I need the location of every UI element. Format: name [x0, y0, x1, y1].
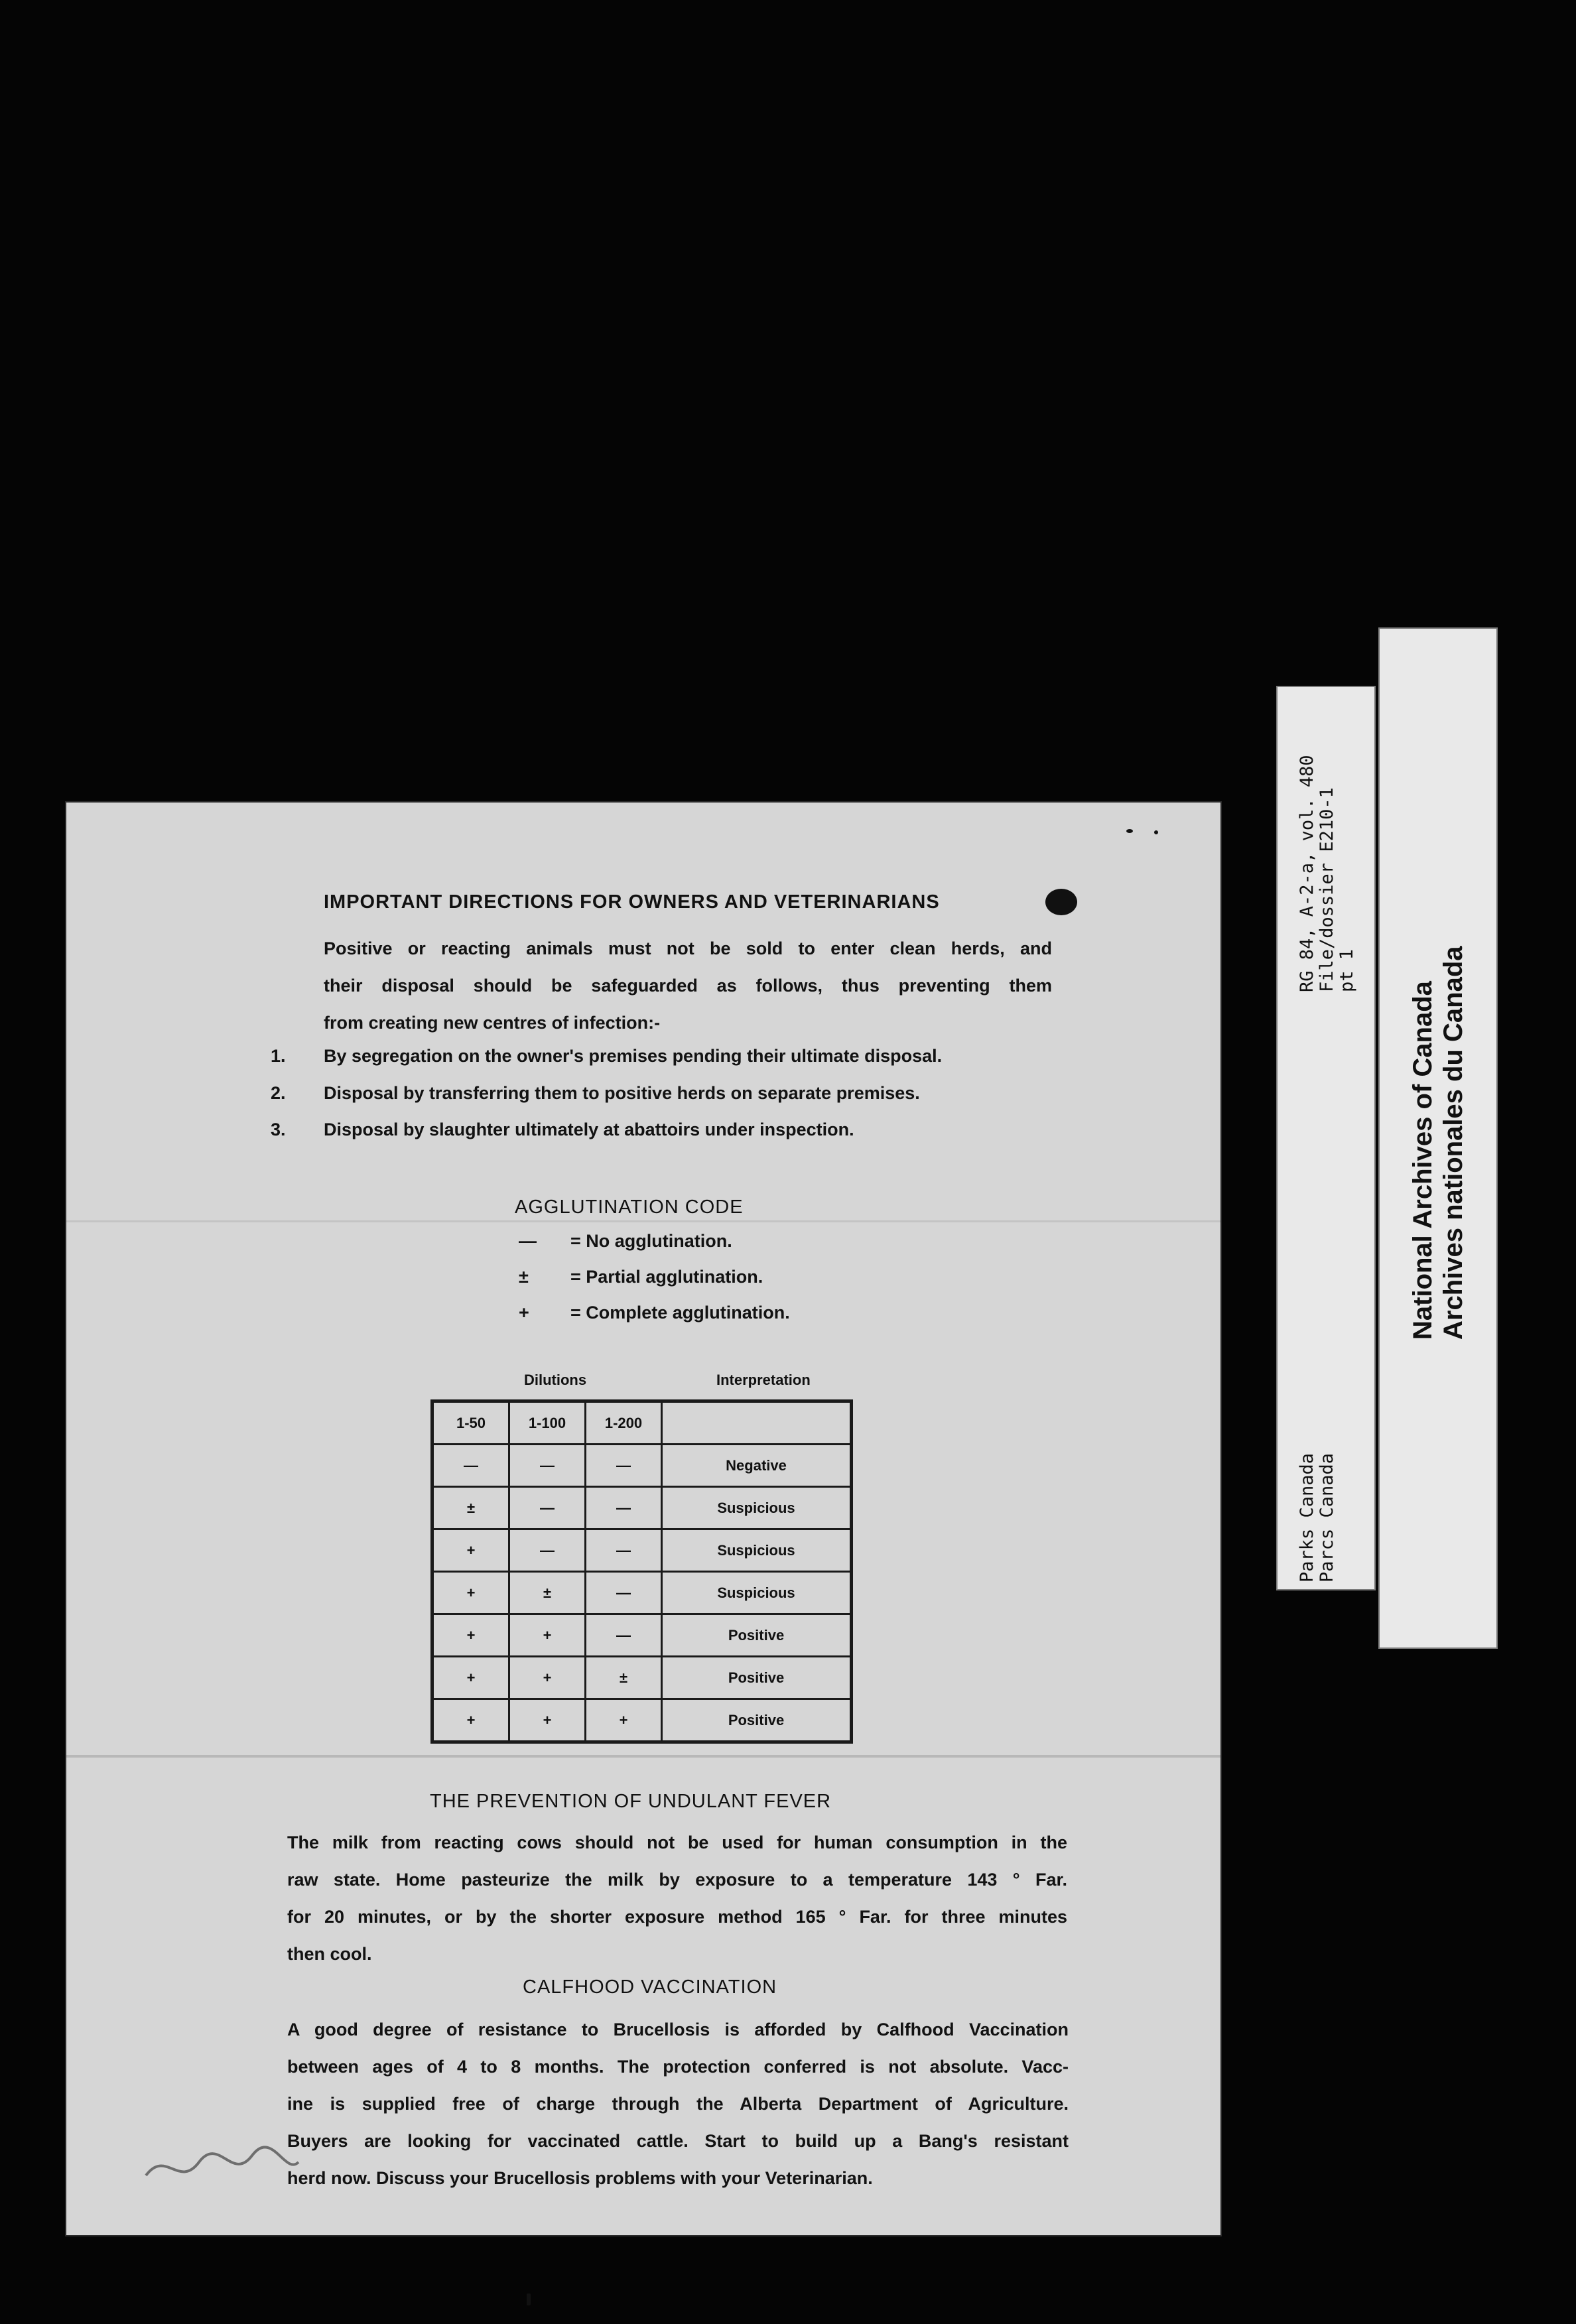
direction-item [271, 1083, 920, 1104]
code-entry [519, 1303, 790, 1323]
table-cell: ± [509, 1572, 586, 1614]
film-speck [527, 2293, 531, 2305]
direction-text: Disposal by slaughter ultimately at abattoirs under inspection. [324, 1120, 854, 1139]
reference-line: RG 84, A-2-a, vol. 480 [1297, 755, 1317, 992]
table-cell: — [586, 1572, 662, 1614]
agency-line: Parks Canada [1297, 1452, 1317, 1582]
table-header-row [432, 1401, 852, 1445]
table-cell: Suspicious [662, 1572, 852, 1614]
direction-text: By segregation on the owner's premises pending their ultimate disposal. [324, 1046, 943, 1066]
table-cell: Positive [662, 1699, 852, 1742]
table-cell: + [509, 1699, 586, 1742]
interpretation-label: Interpretation [716, 1372, 811, 1388]
column-header: 1-50 [432, 1401, 509, 1445]
table-cell: — [509, 1487, 586, 1529]
fold-line [66, 1755, 1220, 1758]
table-row [432, 1445, 852, 1487]
fold-line [66, 1220, 1220, 1222]
column-header: 1-200 [586, 1401, 662, 1445]
reference-line: File/dossier E210-1 [1317, 787, 1337, 992]
undulant-fever-text [287, 1824, 1067, 1972]
table-cell: — [586, 1614, 662, 1657]
dilution-table [430, 1399, 853, 1744]
handwriting-mark [139, 2136, 305, 2195]
table-cell: — [586, 1487, 662, 1529]
code-entry [519, 1231, 732, 1252]
table-cell: ± [586, 1657, 662, 1699]
code-text: = Complete agglutination. [570, 1303, 790, 1323]
dash-symbol: — [519, 1231, 537, 1251]
table-cell: + [586, 1699, 662, 1742]
table-cell: + [432, 1572, 509, 1614]
dilutions-label: Dilutions [524, 1372, 587, 1388]
text-line: herd now. Discuss your Brucellosis problems with your Veterinarian. [287, 2168, 873, 2188]
direction-number: 2. [271, 1083, 286, 1103]
table-row [432, 1487, 852, 1529]
table-cell: — [432, 1445, 509, 1487]
table-cell: + [432, 1699, 509, 1742]
table-row [432, 1614, 852, 1657]
table-cell: Suspicious [662, 1529, 852, 1572]
code-text: = Partial agglutination. [570, 1267, 763, 1287]
table-cell: Positive [662, 1614, 852, 1657]
archive-reference-strip [1278, 687, 1374, 1589]
text-line: for 20 minutes, or by the shorter exposure method 165 ° Far. for three minutes [287, 1907, 1067, 1927]
agency-line: Parcs Canada [1317, 1452, 1337, 1582]
institution-line: National Archives of Canada [1408, 981, 1437, 1340]
direction-number: 1. [271, 1046, 286, 1066]
table-cell: — [586, 1445, 662, 1487]
table-cell: + [432, 1529, 509, 1572]
table-cell: + [509, 1657, 586, 1699]
text-line: raw state. Home pasteurize the milk by exposure to a temperature 143 ° Far. [287, 1870, 1067, 1890]
table-cell: + [509, 1614, 586, 1657]
table-cell: + [432, 1614, 509, 1657]
text-line: A good degree of resistance to Brucellosis is afforded by Calfhood Vaccination [287, 2020, 1069, 2039]
institution-name [1408, 946, 1469, 1340]
code-text: = No agglutination. [570, 1231, 732, 1251]
calfhood-vaccination-title: CALFHOOD VACCINATION [523, 1976, 777, 1998]
table-cell: Positive [662, 1657, 852, 1699]
undulant-fever-title: THE PREVENTION OF UNDULANT FEVER [430, 1791, 832, 1812]
institution-line: Archives nationales du Canada [1439, 946, 1468, 1340]
table-cell: — [509, 1445, 586, 1487]
table-row [432, 1529, 852, 1572]
plus-symbol: + [519, 1303, 529, 1323]
table-cell: + [432, 1657, 509, 1699]
ink-speck [1154, 830, 1158, 834]
archive-reference [1297, 755, 1357, 992]
table-cell: Suspicious [662, 1487, 852, 1529]
table-row [432, 1699, 852, 1742]
table-cell: Negative [662, 1445, 852, 1487]
ink-speck [1126, 829, 1133, 833]
table-cell: ± [432, 1487, 509, 1529]
text-line: The milk from reacting cows should not be used for human consumption in the [287, 1833, 1067, 1852]
agency-name [1297, 1453, 1337, 1582]
document-page [66, 803, 1220, 2235]
direction-number: 3. [271, 1120, 286, 1139]
direction-text: Disposal by transferring them to positive herds on separate premises. [324, 1083, 920, 1103]
table-row [432, 1572, 852, 1614]
text-line: between ages of 4 to 8 months. The protection conferred is not absolute. Vacc- [287, 2057, 1069, 2077]
table-cell: — [586, 1529, 662, 1572]
text-line: Buyers are looking for vaccinated cattle. Start to build up a Bang's resistant [287, 2131, 1069, 2151]
table-row [432, 1657, 852, 1699]
directions-intro [324, 930, 1052, 1041]
ink-blot [1045, 889, 1077, 915]
calfhood-vaccination-text [287, 2011, 1069, 2197]
direction-item [271, 1120, 854, 1140]
text-line: then cool. [287, 1944, 372, 1964]
agglutination-code-title: AGGLUTINATION CODE [515, 1196, 744, 1218]
column-header: 1-100 [509, 1401, 586, 1445]
archive-institution-strip [1380, 629, 1496, 1647]
reference-line: pt 1 [1337, 948, 1357, 992]
direction-item [271, 1046, 943, 1066]
directions-title: IMPORTANT DIRECTIONS FOR OWNERS AND VETERINARIANS [324, 891, 940, 913]
intro-line: their disposal should be safeguarded as follows, thus preventing them [324, 976, 1052, 996]
plus-minus-symbol: ± [519, 1267, 529, 1287]
intro-line: Positive or reacting animals must not be sold to enter clean herds, and [324, 938, 1052, 958]
intro-line: from creating new centres of infection:- [324, 1013, 661, 1033]
text-line: ine is supplied free of charge through the Alberta Department of Agriculture. [287, 2094, 1069, 2114]
table-cell: — [509, 1529, 586, 1572]
code-entry [519, 1267, 763, 1287]
column-header [662, 1401, 852, 1445]
